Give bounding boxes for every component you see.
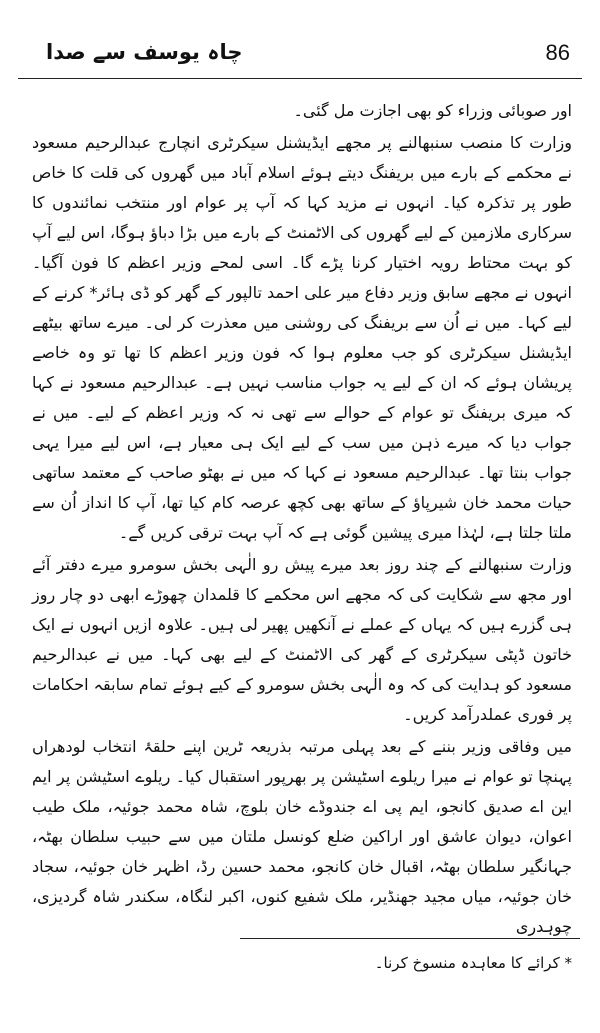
footnote: * کرائے کا معاہدہ منسوخ کرنا۔ (374, 954, 572, 972)
paragraph: وزارت کا منصب سنبھالنے پر مجھے ایڈیشنل سیکرٹری انچارج عبدالرحیم مسعود نے محکمے کے بارے میں بریفنگ دیتے ہوئے اسلام آباد میں گھروں کی قلت کا خاص طور پر تذکرہ کیا۔ انہوں نے مزید کہا کہ آپ پر عوام اور منتخب نمائندوں کا سرکاری ملازمین کے لیے گھروں کی الاٹمنٹ کے بارے میں بڑا دباؤ ہوگا، اس لیے آپ کو بہت محتاط رویہ اختیار کرنا پڑے گا۔ اسی لمحے وزیر اعظم کا فون آگیا۔ انہوں نے مجھے سابق وزیر دفاع میر علی احمد تالپور کے گھر کو ڈی ہائر* کرنے کے لیے کہا۔ میں نے اُن سے بریفنگ کی روشنی میں معذرت کر لی۔ میرے ساتھ بیٹھے ایڈیشنل سیکرٹری کو جب معلوم ہوا کہ فون وزیر اعظم کا تھا تو وہ خاصے پریشان ہوئے کہ ان کے لیے یہ جواب مناسب نہیں ہے۔ عبدالرحیم مسعود نے کہا کہ میری بریفنگ تو عوام کے حوالے سے تھی نہ کہ وزیر اعظم کے لیے۔ میں نے جواب دیا کہ میرے ذہن میں سب کے لیے ایک ہی معیار ہے، اس لیے میرا یہی جواب بنتا تھا۔ عبدالرحیم مسعود نے کہا کہ میں نے بھٹو صاحب کے معتمد ساتھی حیات محمد خان شیرپاؤ کے ساتھ بھی کچھ عرصہ کام کیا تھا، آپ کا انداز اُن سے ملتا جلتا ہے، لہٰذا میری پیشین گوئی ہے کہ آپ بہت ترقی کریں گے۔ (32, 133, 572, 542)
paragraph: میں وفاقی وزیر بننے کے بعد پہلی مرتبہ بذریعہ ٹرین اپنے حلقۂ انتخاب لودھراں پہنچا تو عوام نے میرا ریلوے اسٹیشن پر بھرپور استقبال کیا۔ ریلوے اسٹیشن پر ایم این اے صدیق کانجو، ایم پی اے جندوڈے خان بلوچ، شاہ محمد جوئیہ، ملک طیب اعوان، دیوان عاشق اور اراکین ضلع کونسل ملتان میں سے حبیب سلطان بھٹہ، جہانگیر سلطان بھٹہ، اقبال خان کانجو، محمد حسین رڈ، اظہر خان جوئیہ، سجاد خان جوئیہ، میاں مجید جھنڈیر، ملک شفیع کنوں، اکبر لنگاہ، سکندر شاہ گردیزی، چوہدری (32, 737, 572, 936)
running-title: چاہ یوسف سے صدا (46, 40, 243, 64)
paragraph: وزارت سنبھالنے کے چند روز بعد میرے پیش رو الٰہی بخش سومرو میرے دفتر آئے اور مجھ سے شکایت کی کہ مجھے اس محکمے کا قلمدان چھوڑے ابھی دو چار روز ہی گزرے ہیں کہ یہاں کے عملے نے آنکھیں پھیر لی ہیں۔ علاوہ ازیں انہوں نے ایک خاتون ڈپٹی سیکرٹری کے گھر کی الاٹمنٹ کے لیے بھی کہا۔ میں نے عبدالرحیم مسعود کو ہدایت کی کہ وہ الٰہی بخش سومرو کے کیے ہوئے تمام سابقہ احکامات پر فوری عملدرآمد کریں۔ (32, 555, 572, 724)
paragraph: اور صوبائی وزراء کو بھی اجازت مل گئی۔ (293, 101, 572, 120)
page-header (18, 34, 582, 79)
page-number: 86 (545, 40, 570, 65)
footnote-divider (240, 938, 580, 939)
body-text (32, 96, 572, 942)
